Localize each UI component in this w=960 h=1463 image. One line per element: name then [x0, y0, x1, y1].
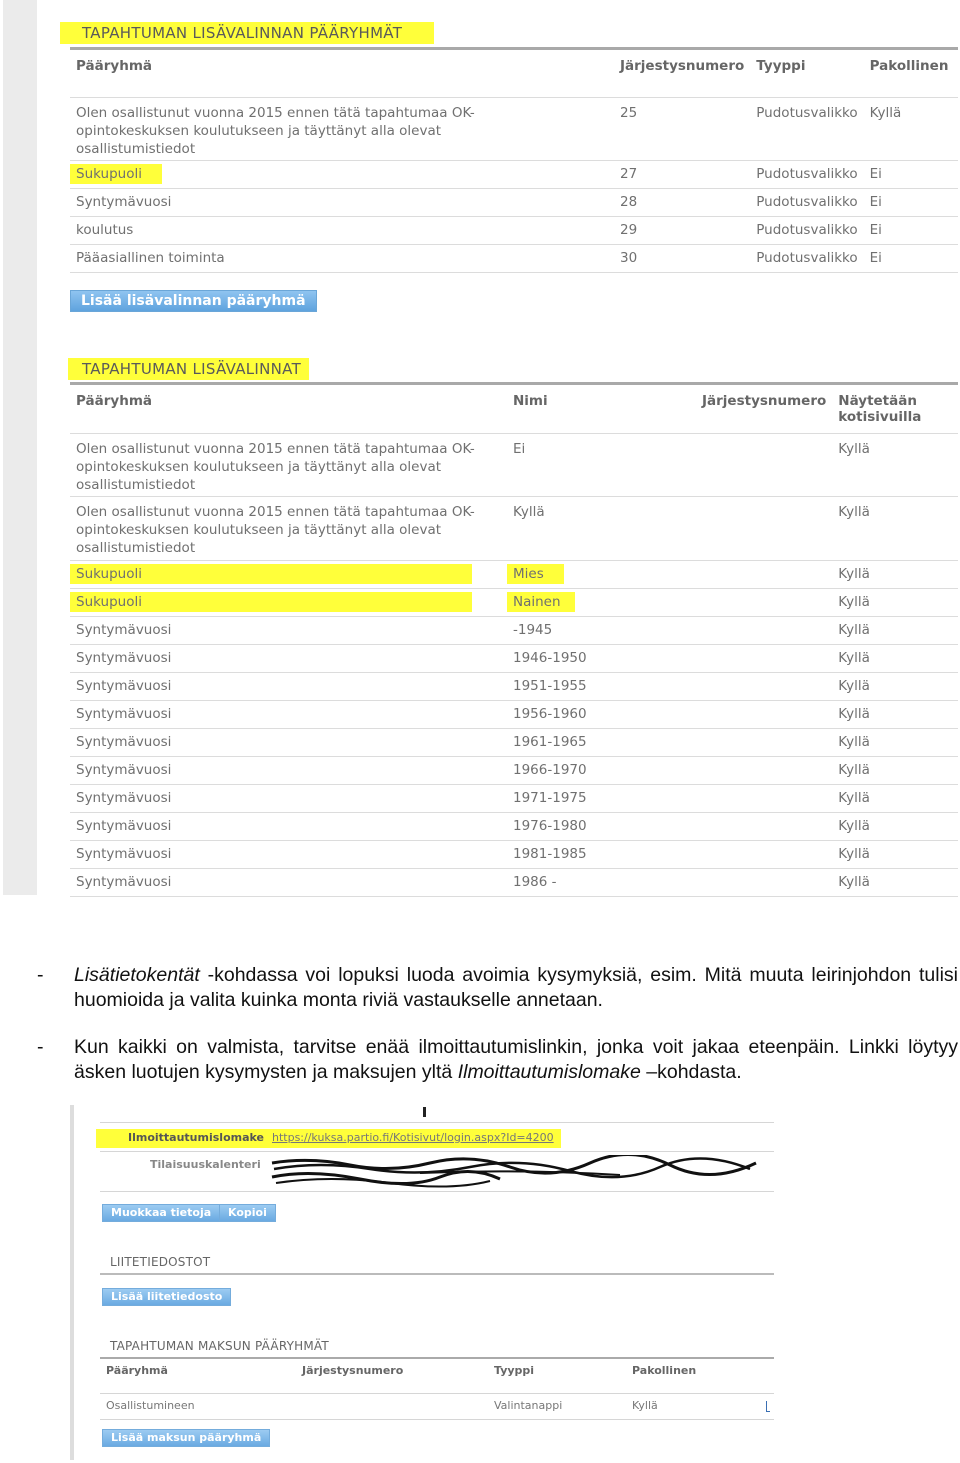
section2-table — [70, 382, 958, 897]
pay-col-group[interactable]: Pääryhmä — [106, 1364, 168, 1377]
table-row[interactable] — [70, 98, 958, 161]
table-row[interactable] — [70, 617, 958, 645]
table-row[interactable] — [70, 729, 958, 757]
group-cell: Syntymävuosi — [70, 701, 507, 729]
section2-title: TAPAHTUMAN LISÄVALINNAT — [68, 358, 309, 380]
shown-cell: Kyllä — [832, 813, 958, 841]
section1-table — [70, 47, 958, 273]
shown-cell: Kyllä — [832, 869, 958, 897]
reg-form-link[interactable]: https://kuksa.partio.fi/Kotisivut/login.aspx?Id=4200 — [272, 1131, 554, 1144]
table-row[interactable] — [70, 497, 958, 561]
name-cell: 1971-1975 — [507, 785, 696, 813]
required-cell: Ei — [864, 189, 958, 217]
divider — [100, 1393, 774, 1394]
calendar-label: Tilaisuuskalenteri — [150, 1158, 261, 1171]
highlight-mark: Sukupuoli — [70, 164, 162, 184]
type-cell: Pudotusvalikko — [750, 161, 863, 189]
table-row[interactable] — [70, 701, 958, 729]
table-row[interactable] — [70, 757, 958, 785]
shown-cell: Kyllä — [832, 561, 958, 589]
table-row[interactable] — [70, 645, 958, 673]
edge-link-fragment[interactable] — [766, 1401, 770, 1412]
table-row[interactable] — [70, 841, 958, 869]
divider — [100, 1419, 774, 1420]
order-cell — [696, 497, 832, 561]
order-cell: 27 — [614, 161, 750, 189]
order-cell — [696, 813, 832, 841]
attachments-title: LIITETIEDOSTOT — [110, 1255, 211, 1269]
group-cell: Syntymävuosi — [70, 645, 507, 673]
order-cell — [696, 785, 832, 813]
col-header-group[interactable]: Pääryhmä — [70, 384, 507, 434]
paragraph-body — [74, 1035, 958, 1085]
group-cell: Olen osallistunut vuonna 2015 ennen tätä tapahtumaa OK-opintokeskuksen koulutukseen ja täyttänyt alla olevat osallistumistiedot — [70, 434, 507, 497]
table-row[interactable] — [70, 189, 958, 217]
type-cell: Pudotusvalikko — [750, 189, 863, 217]
shown-cell: Kyllä — [832, 757, 958, 785]
name-cell: 1946-1950 — [507, 645, 696, 673]
required-cell: Ei — [864, 245, 958, 273]
pay-col-required[interactable]: Pakollinen — [632, 1364, 697, 1377]
table-row[interactable] — [70, 813, 958, 841]
col-header-order[interactable]: Järjestysnumero — [696, 384, 832, 434]
name-cell — [507, 561, 696, 589]
add-attachment-button[interactable]: Lisää liitetiedosto — [102, 1288, 231, 1306]
order-cell — [696, 869, 832, 897]
group-cell: Syntymävuosi — [70, 785, 507, 813]
required-cell: Ei — [864, 217, 958, 245]
group-cell: Olen osallistunut vuonna 2015 ennen tätä tapahtumaa OK-opintokeskuksen koulutukseen ja täyttänyt alla olevat osallistumistiedot — [70, 497, 507, 561]
order-cell — [696, 589, 832, 617]
order-cell — [696, 561, 832, 589]
group-cell: Syntymävuosi — [70, 841, 507, 869]
table-row[interactable] — [70, 434, 958, 497]
order-cell — [696, 729, 832, 757]
group-cell: Syntymävuosi — [70, 757, 507, 785]
bullet-dash: - — [37, 964, 44, 986]
group-cell: Olen osallistunut vuonna 2015 ennen tätä tapahtumaa OK-opintokeskuksen koulutukseen ja täyttänyt alla olevat osallistumistiedot — [70, 98, 614, 161]
order-cell: 25 — [614, 98, 750, 161]
name-cell: -1945 — [507, 617, 696, 645]
name-cell: 1986 - — [507, 869, 696, 897]
cursor-mark — [423, 1107, 426, 1117]
group-cell: Syntymävuosi — [70, 617, 507, 645]
col-header-shown[interactable]: Näytetään kotisivuilla — [832, 384, 958, 434]
registration-screenshot — [70, 1105, 774, 1460]
name-cell: Ei — [507, 434, 696, 497]
divider — [100, 1357, 774, 1359]
table-row[interactable] — [70, 161, 958, 189]
shown-cell: Kyllä — [832, 841, 958, 869]
paragraph-body — [74, 963, 958, 1013]
instruction-paragraph-2 — [37, 1035, 958, 1085]
group-cell: Syntymävuosi — [70, 729, 507, 757]
col-header-type[interactable]: Tyyppi — [750, 49, 863, 98]
col-header-order[interactable]: Järjestysnumero — [614, 49, 750, 98]
shown-cell: Kyllä — [832, 673, 958, 701]
group-cell: Syntymävuosi — [70, 869, 507, 897]
name-cell: 1956-1960 — [507, 701, 696, 729]
group-cell — [70, 561, 507, 589]
order-cell: 30 — [614, 245, 750, 273]
col-header-name[interactable]: Nimi — [507, 384, 696, 434]
italic-term: Lisätietokentät — [74, 964, 200, 986]
add-payment-group-button[interactable]: Lisää maksun pääryhmä — [102, 1429, 270, 1447]
copy-button[interactable]: Kopioi — [219, 1204, 276, 1222]
group-cell: koulutus — [70, 217, 614, 245]
pay-row-type: Valintanappi — [494, 1399, 563, 1412]
shown-cell: Kyllä — [832, 617, 958, 645]
group-cell — [70, 589, 507, 617]
table-row[interactable] — [70, 869, 958, 897]
type-cell: Pudotusvalikko — [750, 98, 863, 161]
pay-row-name: Osallistumineen — [106, 1399, 195, 1412]
order-cell — [696, 841, 832, 869]
italic-term: Ilmoittautumislomake — [457, 1061, 641, 1083]
table-row[interactable] — [70, 245, 958, 273]
shown-cell: Kyllä — [832, 434, 958, 497]
table-row[interactable] — [70, 673, 958, 701]
col-header-group[interactable]: Pääryhmä — [70, 49, 614, 98]
highlight-mark: Sukupuoli — [70, 564, 472, 584]
reg-form-label: Ilmoittautumislomake — [128, 1131, 264, 1144]
screenshot-side-strip — [70, 1105, 74, 1460]
shown-cell: Kyllä — [832, 497, 958, 561]
table-row[interactable] — [70, 589, 958, 617]
pay-col-order[interactable]: Järjestysnumero — [302, 1364, 404, 1377]
group-cell: Syntymävuosi — [70, 189, 614, 217]
divider — [100, 1273, 774, 1275]
divider — [100, 1151, 774, 1152]
paragraph-text: -kohdassa voi lopuksi luoda avoimia kysymyksiä, esim. Mitä muuta leirinjohdon tulisi huomioida ja valita kuinka monta riviä vastaukselle annetaan. — [74, 964, 958, 1011]
order-cell — [696, 434, 832, 497]
required-cell: Ei — [864, 161, 958, 189]
order-cell — [696, 617, 832, 645]
table-row[interactable] — [70, 785, 958, 813]
col-header-required[interactable]: Pakollinen — [864, 49, 958, 98]
divider — [100, 1122, 774, 1123]
highlight-mark: Mies — [507, 564, 564, 584]
edit-details-button[interactable]: Muokkaa tietoja — [102, 1204, 220, 1222]
order-cell — [696, 645, 832, 673]
highlight-mark: Sukupuoli — [70, 592, 472, 612]
table-row[interactable] — [70, 217, 958, 245]
divider — [100, 1191, 774, 1192]
paragraph-text: –kohdasta. — [640, 1061, 742, 1083]
order-cell: 29 — [614, 217, 750, 245]
name-cell: 1981-1985 — [507, 841, 696, 869]
shown-cell: Kyllä — [832, 785, 958, 813]
left-gray-strip — [3, 0, 37, 895]
group-cell: Syntymävuosi — [70, 673, 507, 701]
shown-cell: Kyllä — [832, 701, 958, 729]
shown-cell: Kyllä — [832, 589, 958, 617]
pay-col-type[interactable]: Tyyppi — [494, 1364, 535, 1377]
order-cell — [696, 757, 832, 785]
pay-row-required: Kyllä — [632, 1399, 658, 1412]
type-cell: Pudotusvalikko — [750, 217, 863, 245]
redacted-scribble — [270, 1155, 760, 1189]
highlight-mark: Nainen — [507, 592, 575, 612]
group-cell: Syntymävuosi — [70, 813, 507, 841]
shown-cell: Kyllä — [832, 645, 958, 673]
paragraph-text: Kun kaikki on valmista, tarvitse enää ilmoittautumislinkin, jonka voit jakaa eteenpäin. Linkki löytyy äsken luotujen kysymysten ja maksujen yltä — [74, 1036, 958, 1083]
group-cell — [70, 161, 614, 189]
name-cell: Kyllä — [507, 497, 696, 561]
shown-cell: Kyllä — [832, 729, 958, 757]
name-cell: 1961-1965 — [507, 729, 696, 757]
instruction-paragraph-1 — [37, 963, 958, 1013]
name-cell: 1966-1970 — [507, 757, 696, 785]
order-cell: 28 — [614, 189, 750, 217]
add-group-button[interactable]: Lisää lisävalinnan pääryhmä — [70, 290, 317, 312]
type-cell: Pudotusvalikko — [750, 245, 863, 273]
order-cell — [696, 673, 832, 701]
name-cell: 1976-1980 — [507, 813, 696, 841]
required-cell: Kyllä — [864, 98, 958, 161]
order-cell — [696, 701, 832, 729]
bullet-dash: - — [37, 1036, 44, 1058]
name-cell: 1951-1955 — [507, 673, 696, 701]
section1-title: TAPAHTUMAN LISÄVALINNAN PÄÄRYHMÄT — [60, 22, 434, 44]
name-cell — [507, 589, 696, 617]
payments-title: TAPAHTUMAN MAKSUN PÄÄRYHMÄT — [110, 1339, 329, 1353]
group-cell: Pääasiallinen toiminta — [70, 245, 614, 273]
table-row[interactable] — [70, 561, 958, 589]
